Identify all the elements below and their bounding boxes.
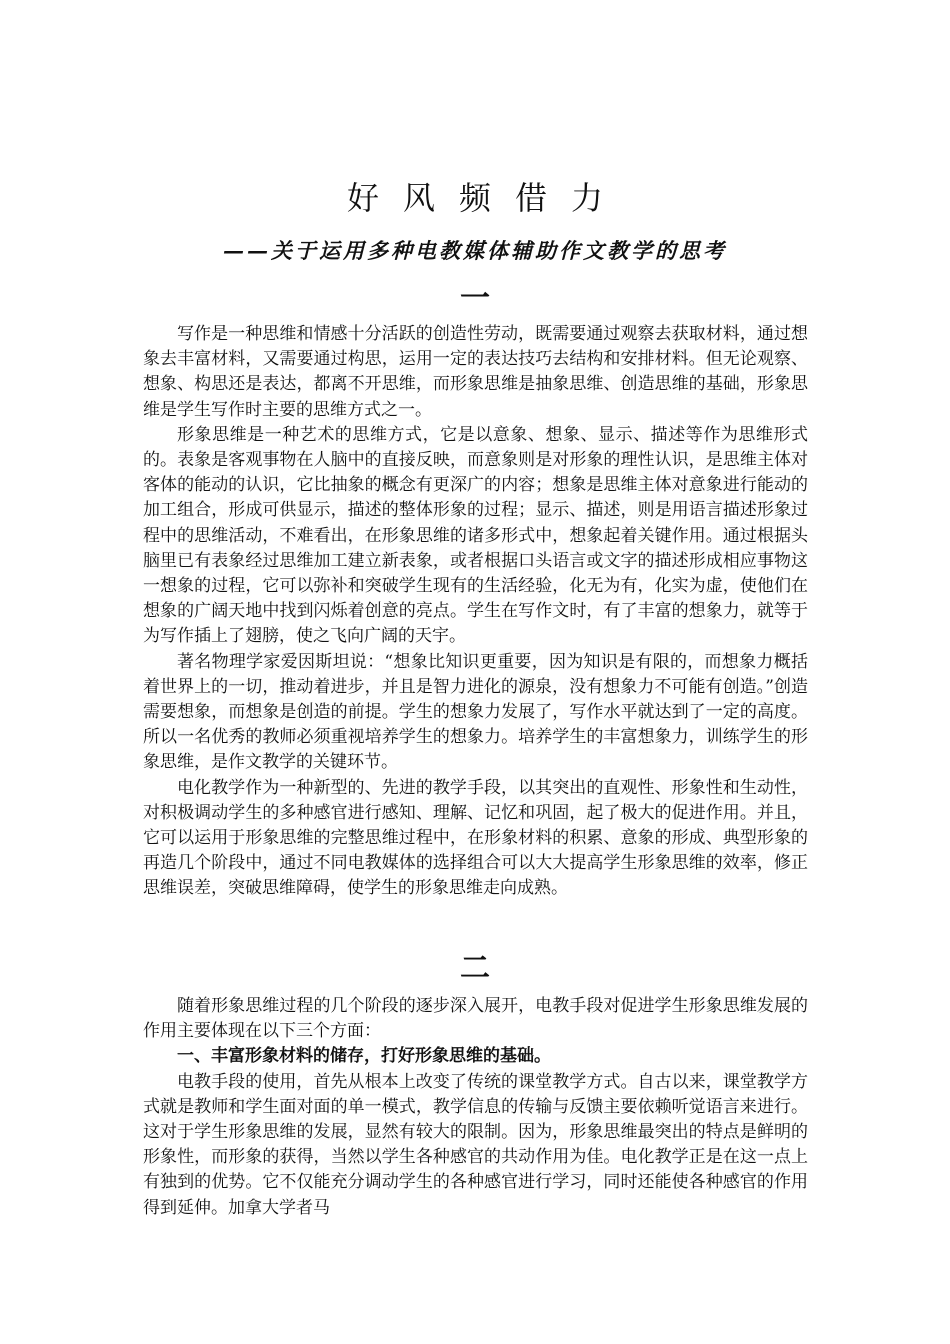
section-one-body	[143, 322, 808, 902]
document-subtitle: ——关于运用多种电教媒体辅助作文教学的思考	[223, 238, 727, 263]
paragraph: 电化教学作为一种新型的、先进的教学手段，以其突出的直观性、形象性和生动性，对积极调动学生的多种感官进行感知、理解、记忆和巩固，起了极大的促进作用。并且，它可以运用于形象思维的完整思维过程中，在形象材料的积累、意象的形成、典型形象的再造几个阶段中，通过不同电教媒体的选择组合可以大大提高学生形象思维的效率，修正思维误差，突破思维障碍，使学生的形象思维走向成熟。	[143, 777, 808, 899]
paragraph: 写作是一种思维和情感十分活跃的创造性劳动，既需要通过观察去获取材料，通过想象去丰富材料，又需要通过构思，运用一定的表达技巧去结构和安排材料。但无论观察、想象、构思还是表达，都离不开思维，而形象思维是抽象思维、创造思维的基础，形象思维是学生写作时主要的思维方式之一。	[143, 324, 808, 420]
subsection-heading: 一、丰富形象材料的储存，打好形象思维的基础。	[177, 1046, 551, 1067]
document-title: 好风频借力	[346, 179, 627, 217]
section-number-two: 二	[460, 951, 490, 986]
paragraph: 著名物理学家爱因斯坦说：“想象比知识更重要，因为知识是有限的，而想象力概括着世界上的一切，推动着进步，并且是智力进化的源泉，没有想象力不可能有创造。”创造需要想象，而想象是创造的前提。学生的想象力发展了，写作水平就达到了一定的高度。所以一名优秀的教师必须重视培养学生的想象力。培养学生的丰富想象力，训练学生的形象思维，是作文教学的关键环节。	[143, 651, 808, 773]
paragraph: 形象思维是一种艺术的思维方式，它是以意象、想象、显示、描述等作为思维形式的。表象是客观事物在人脑中的直接反映，而意象则是对形象的理性认识，是思维主体对客体的能动的认识，它比抽象的概念有更深广的内容；想象是思维主体对意象进行能动的加工组合，形成可供显示，描述的整体形象的过程；显示、描述，则是用语言描述形象过程中的思维活动，不难看出，在形象思维的诸多形式中，想象起着关键作用。通过根据头脑里已有表象经过思维加工建立新表象，或者根据口头语言或文字的描述形成相应事物这一想象的过程，它可以弥补和突破学生现有的生活经验，化无为有，化实为虚，使他们在想象的广阔天地中找到闪烁着创意的亮点。学生在写作文时，有了丰富的想象力，就等于为写作插上了翅膀，使之飞向广阔的天宇。	[143, 424, 808, 647]
paragraph: 电教手段的使用，首先从根本上改变了传统的课堂教学方式。自古以来，课堂教学方式就是教师和学生面对面的单一模式，教学信息的传输与反馈主要依赖听觉语言来进行。这对于学生形象思维的发展，显然有较大的限制。因为，形象思维最突出的特点是鲜明的形象性，而形象的获得，当然以学生各种感官的共动作用为佳。电化教学正是在这一点上有独到的优势。它不仅能充分调动学生的各种感官进行学习，同时还能使各种感官的作用得到延伸。加拿大学者马	[143, 1071, 808, 1218]
section-two-body	[143, 994, 808, 1221]
paragraph: 随着形象思维过程的几个阶段的逐步深入展开，电教手段对促进学生形象思维发展的作用主要体现在以下三个方面：	[143, 996, 808, 1042]
section-number-one: 一	[460, 281, 490, 316]
